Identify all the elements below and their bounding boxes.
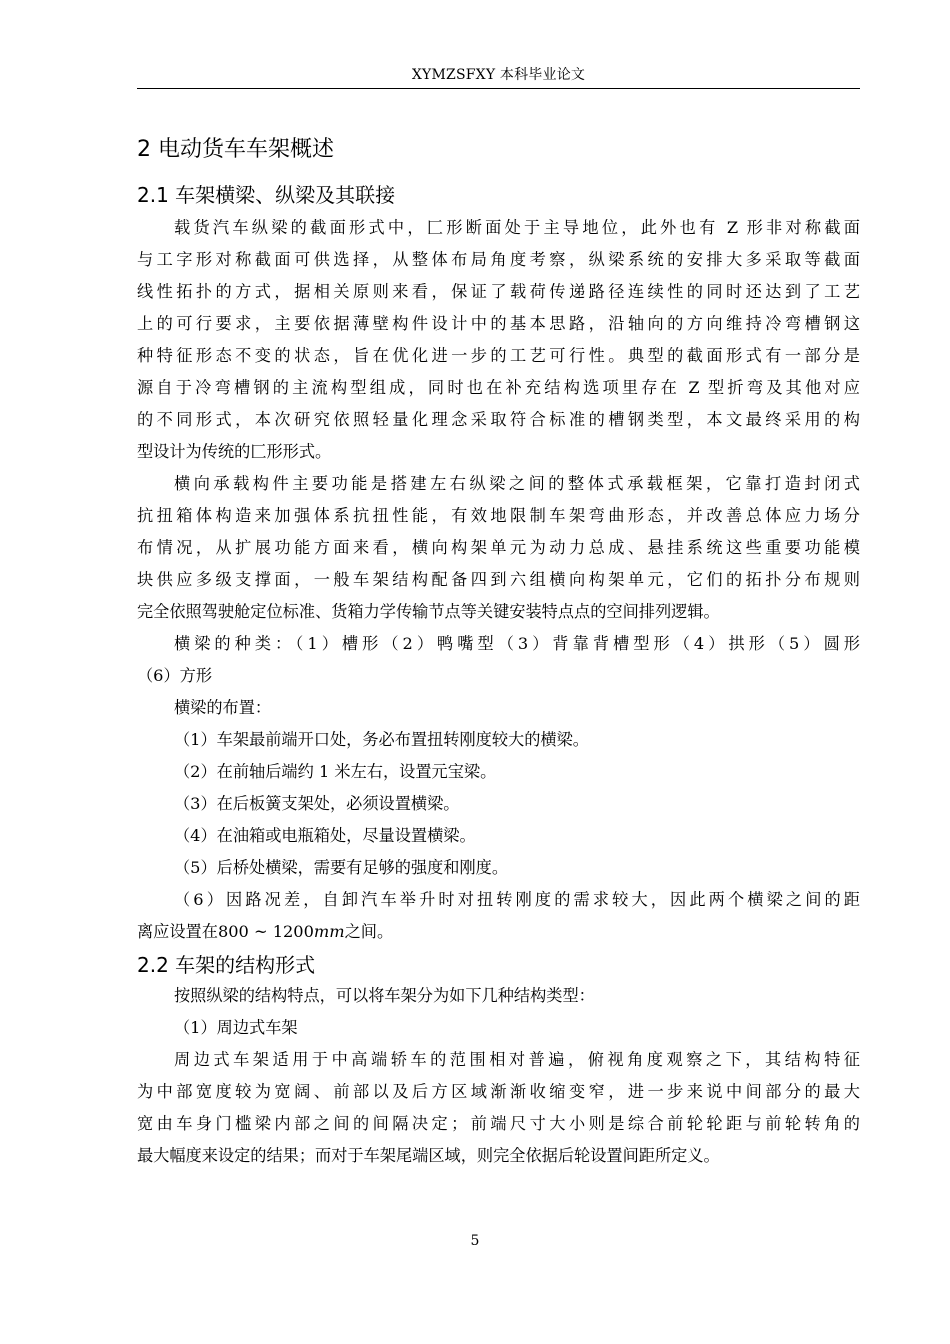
paragraph-line: 与工字形对称截面可供选择，从整体布局角度考察，纵梁系统的安排大多采取等截面 — [137, 250, 860, 269]
section-2-2-intro — [137, 980, 860, 1044]
list-item-continuation — [137, 916, 860, 948]
crossbeam-layout-list — [137, 692, 860, 948]
section-2-2-title: 2.2 车架的结构形式 — [137, 953, 316, 977]
paragraph-line: 型设计为传统的匚形形式。 — [137, 442, 332, 461]
math-number: 800 ~ 1200 — [217, 922, 314, 941]
list-item: （1）车架最前端开口处，务必布置扭转刚度较大的横梁。 — [174, 730, 589, 749]
paragraph-line: 的不同形式，本次研究依照轻量化理念采取符合标准的槽钢类型，本文最终采用的构 — [137, 410, 860, 429]
paragraph-line: 种特征形态不变的状态，旨在优化进一步的工艺可行性。典型的截面形式有一部分是 — [137, 346, 860, 365]
chapter-title: 2 电动货车车架概述 — [137, 137, 334, 162]
paragraph-line: （6）方形 — [137, 666, 213, 685]
paragraph-line: 抗扭箱体构造来加强体系抗扭性能，有效地限制车架弯曲形态，并改善总体应力场分 — [137, 506, 860, 525]
paragraph-line: 布情况，从扩展功能方面来看，横向构架单元为动力总成、悬挂系统这些重要功能模 — [137, 538, 860, 557]
text-run: 之间。 — [344, 922, 394, 941]
section-2-2-paragraph — [137, 1044, 860, 1172]
paragraph-line: 周边式车架适用于中高端轿车的范围相对普遍，俯视角度观察之下，其结构特征 — [174, 1050, 860, 1069]
paragraph-line: 横梁的种类：（1）槽形（2）鸭嘴型（3）背靠背槽型形（4）拱形（5）圆形 — [174, 634, 860, 653]
math-unit: mm — [313, 922, 345, 941]
list-item: （2）在前轴后端约 1 米左右，设置元宝梁。 — [174, 762, 497, 781]
section-2-1-paragraph-1 — [137, 212, 860, 468]
paragraph-line: 载货汽车纵梁的截面形式中，匚形断面处于主导地位，此外也有 Z 形非对称截面 — [174, 218, 860, 237]
list-item: （4）在油箱或电瓶箱处，尽量设置横梁。 — [174, 826, 476, 845]
section-2-1-title: 2.1 车架横梁、纵梁及其联接 — [137, 183, 396, 207]
page-header: XYMZSFXY 本科毕业论文 — [411, 67, 586, 83]
list-item: （5）后桥处横梁，需要有足够的强度和刚度。 — [174, 858, 509, 877]
page-number: 5 — [470, 1233, 480, 1249]
list-item: （3）在后板簧支架处，必须设置横梁。 — [174, 794, 460, 813]
paragraph-line: 按照纵梁的结构特点，可以将车架分为如下几种结构类型： — [174, 986, 595, 1005]
paragraph-line: 横向承载构件主要功能是搭建左右纵梁之间的整体式承载框架，它靠打造封闭式 — [174, 474, 860, 493]
section-2-1-paragraph-2 — [137, 468, 860, 628]
text-run: 离应设置在 — [137, 922, 218, 941]
list-heading: 横梁的布置： — [174, 698, 272, 717]
header-rule — [137, 88, 860, 89]
paragraph-line: 宽由车身门槛梁内部之间的间隔决定；前端尺寸大小则是综合前轮轮距与前轮转角的 — [137, 1114, 860, 1133]
list-item: （1）周边式车架 — [174, 1018, 298, 1037]
paragraph-line: 上的可行要求，主要依据薄壁构件设计中的基本思路，沿轴向的方向维持冷弯槽钢这 — [137, 314, 860, 333]
paragraph-line: 为中部宽度较为宽阔、前部以及后方区域渐渐收缩变窄，进一步来说中间部分的最大 — [137, 1082, 860, 1101]
list-item: （6）因路况差，自卸汽车举升时对扭转刚度的需求较大，因此两个横梁之间的距 — [174, 890, 860, 909]
paragraph-line: 块供应多级支撑面，一般车架结构配备四到六组横向构架单元，它们的拓扑分布规则 — [137, 570, 860, 589]
crossbeam-types — [137, 628, 860, 692]
paragraph-line: 完全依照驾驶舱定位标准、货箱力学传输节点等关键安装特点点的空间排列逻辑。 — [137, 602, 720, 621]
math-expression — [218, 922, 345, 941]
paragraph-line: 最大幅度来设定的结果；而对于车架尾端区域，则完全依据后轮设置间距所定义。 — [137, 1146, 720, 1165]
paragraph-line: 源自于冷弯槽钢的主流构型组成，同时也在补充结构选项里存在 Z 型折弯及其他对应 — [137, 378, 860, 397]
paragraph-line: 线性拓扑的方式，据相关原则来看，保证了载荷传递路径连续性的同时还达到了工艺 — [137, 282, 860, 301]
